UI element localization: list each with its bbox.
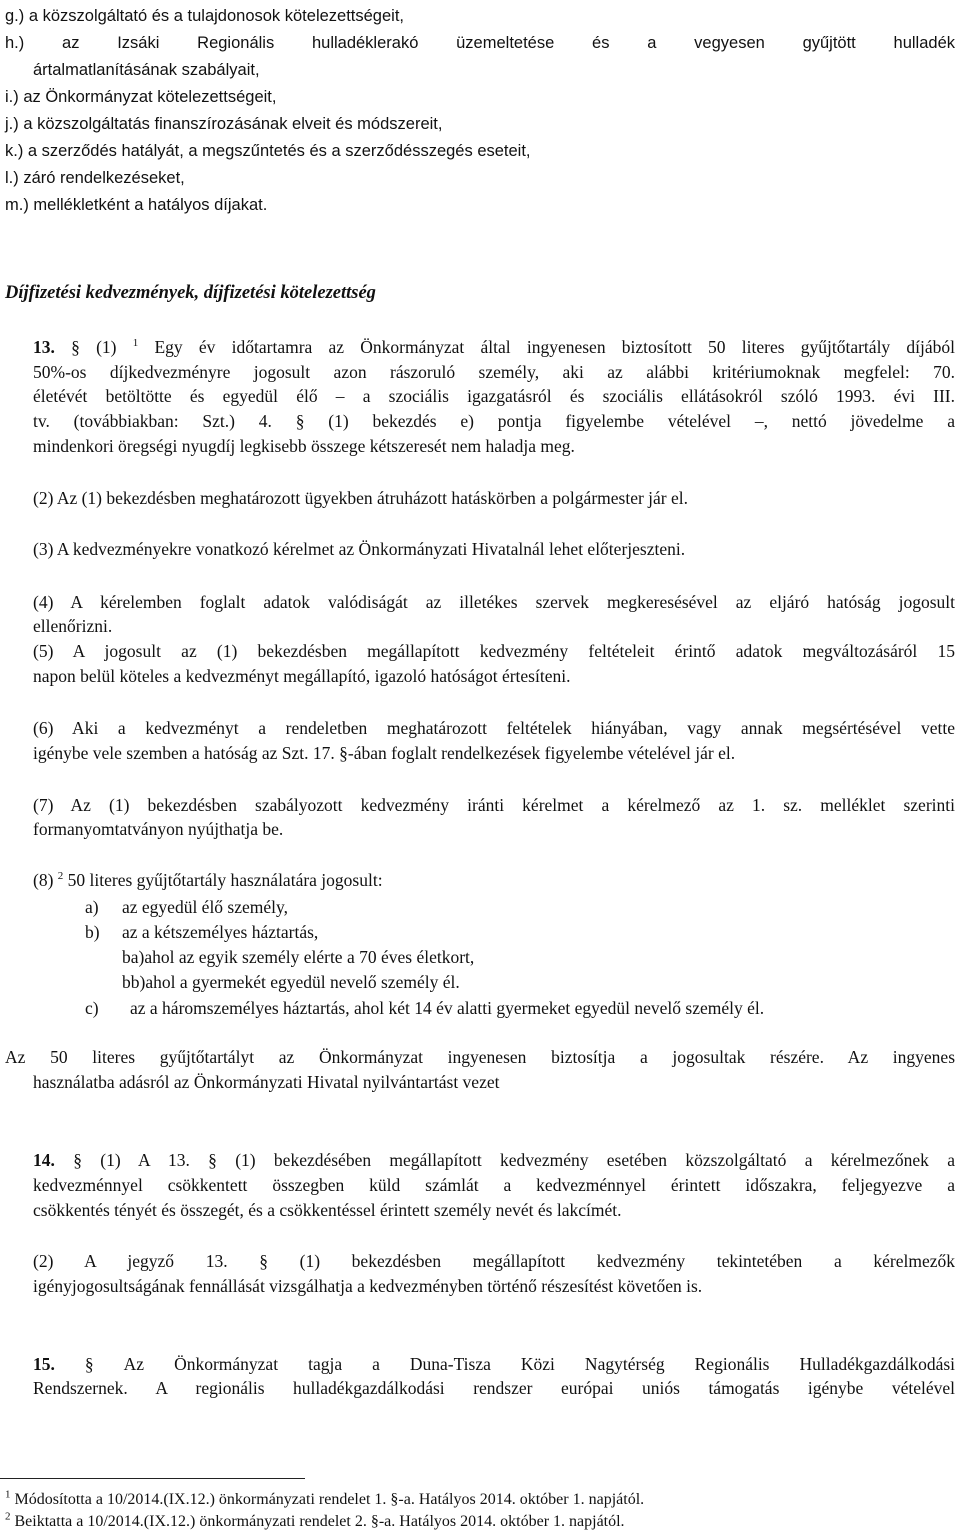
s13-p8-c-label: c) [85,998,99,1018]
s13-p8-b-label: b) [85,922,100,942]
s13-p1-line1 [33,336,955,360]
s13-p8-a: az egyedül élő személy, [122,897,289,917]
s13-p3: (3) A kedvezményekre vonatkozó kérelmet az Önkormányzati Hivatalnál lehet előterjeszteni. [33,539,686,559]
free-usage-line1: Az 50 literes gyűjtőtartályt az Önkormányzat ingyenesen biztosítja a jogosultak részére. Az ingyenes [5,1047,955,1067]
s13-p8-c: az a háromszemélyes háztartás, ahol két 14 év alatti gyermeket egyedül nevelő személy él. [130,998,765,1018]
s13-p7-line2: formanyomtatványon nyújthatja be. [33,819,284,839]
s13-p8-bb: bb)ahol a gyermekét egyedül nevelő személy él. [122,972,460,992]
s13-p8-text: 50 literes gyűjtőtartály használatára jogosult: [67,870,383,890]
s13-p5-line2: napon belül köteles a kedvezményt megállapító, igazoló hatóságot értesíteni. [33,666,571,686]
s13-p4-line2: ellenőrizni. [33,616,113,636]
s14-p2-line2: igényjogosultságának fennállását vizsgálhatja a kedvezményben történő részesítést követően is. [33,1276,703,1296]
s13-p1-line5: mindenkori öregségi nyugdíj legkisebb összege kétszeresét nem haladja meg. [33,436,575,456]
s13-p7-line1: (7) Az (1) bekezdésben szabályozott kedvezmény iránti kérelmet a kérelmező az 1. sz. melléklet szerinti [33,795,955,815]
s14-p2-line1: (2) A jegyző 13. § (1) bekezdésben megállapított kedvezmény tekintetében a kérelmezők [33,1251,955,1271]
list-item-l: l.) záró rendelkezéseket, [5,169,185,187]
s14-number: 14. [33,1150,55,1170]
footnote-1-text: Módosította a 10/2014.(IX.12.) önkormányzati rendelet 1. §-a. Hatályos 2014. október 1. napjától. [14,1491,645,1508]
s14-p1-line2: kedvezménnyel csökkentett összegben küld számlát a kedvezménnyel érintett időszakra, feljegyezve a [33,1175,955,1195]
s15-number: 15. [33,1354,55,1374]
section-sign: § [71,337,80,357]
s13-p2: (2) Az (1) bekezdésben meghatározott ügyekben átruházott hatáskörben a polgármester jár el. [33,488,689,508]
list-item-j: j.) a közszolgáltatás finanszírozásának elveit és módszereit, [5,115,443,133]
s15-line2: Rendszernek. A regionális hulladékgazdálkodási rendszer európai uniós támogatás igénybe vételével [33,1378,955,1398]
section-sign: § [84,1354,94,1374]
s13-number: 13. [33,337,55,357]
s13-p4-line1: (4) A kérelemben foglalt adatok valódiságát az illetékes szervek megkeresésével az eljáró hatóság jogosult [33,592,955,612]
list-item-i: i.) az Önkormányzat kötelezettségeit, [5,88,277,106]
footnote-mark-1: 1 [5,1488,11,1501]
s13-p6-line1: (6) Aki a kedvezményt a rendeletben meghatározott feltételek hiányában, vagy annak megsértésével vette [33,718,955,738]
s13-p1-line3: életévét betöltötte és egyedül élő – a szociális igazgatásról és szociális ellátásokról szóló 1993. évi III. [33,386,955,406]
s13-p8-a-label: a) [85,897,99,917]
footnote-2 [5,1510,625,1534]
s15-line1 [33,1353,955,1377]
list-item-m: m.) mellékletként a hatályos díjakat. [5,196,268,214]
s13-p8-lead: (8) [33,870,54,890]
s13-p1-lead: (1) [96,337,117,357]
free-usage-line2: használatba adásról az Önkormányzati Hivatal nyilvántartást vezet [33,1072,500,1092]
s13-p6-line2: igénybe vele szemben a hatóság az Szt. 17. §-ában foglalt rendelkezések figyelembe vételével jár el. [33,743,736,763]
section-sign: § [73,1150,82,1170]
s13-p1-text: Egy év időtartamra az Önkormányzat által ingyenesen biztosított 50 literes gyűjtőtartály díjából [154,337,956,357]
footnote-ref-1: 1 [132,337,139,350]
list-item-h-cont: ártalmatlanításának szabályait, [33,61,260,79]
footnote-1 [5,1488,644,1512]
list-item-h: h.) az Izsáki Regionális hulladéklerakó üzemeltetése és a vegyesen gyűjtött hulladék [5,34,955,52]
s13-p8-b: az a kétszemélyes háztartás, [122,922,319,942]
s14-p1-text: (1) A 13. § (1) bekezdésében megállapított kedvezmény esetében közszolgáltató a kérelmezőnek a [100,1150,956,1170]
s13-p1-line2: 50%-os díjkedvezményre jogosult azon rászoruló személy, aki az alábbi kritériumoknak megfelel: 70. [33,362,955,382]
s13-p8-intro [33,869,383,893]
s14-p1-line1 [33,1149,955,1173]
section-heading: Díjfizetési kedvezmények, díjfizetési kötelezettség [5,283,376,303]
footnote-2-text: Beiktatta a 10/2014.(IX.12.) önkormányzati rendelet 2. §-a. Hatályos 2014. október 1. napjától. [14,1513,625,1530]
list-item-g: g.) a közszolgáltató és a tulajdonosok kötelezettségeit, [5,7,404,25]
list-item-k: k.) a szerződés hatályát, a megszűntetés és a szerződésszegés eseteit, [5,142,531,160]
s13-p8-ba: ba)ahol az egyik személy elérte a 70 éves életkort, [122,947,475,967]
s14-p1-line3: csökkentés tényét és összegét, és a csökkentéssel érintett személy nevét és lakcímét. [33,1200,622,1220]
footnote-mark-2: 2 [5,1510,11,1523]
s15-text: Az Önkormányzat tagja a Duna-Tisza Közi Nagytérség Regionális Hulladékgazdálkodási [123,1354,956,1374]
footnote-divider [0,1478,305,1479]
footnote-ref-2: 2 [57,870,64,883]
s13-p1-line4: tv. (továbbiakban: Szt.) 4. § (1) bekezdés e) pontja figyelembe vételével –, nettó jövedelme a [33,411,955,431]
s13-p5-line1: (5) A jogosult az (1) bekezdésben megállapított kedvezmény feltételeit érintő adatok megváltozásáról 15 [33,641,955,661]
